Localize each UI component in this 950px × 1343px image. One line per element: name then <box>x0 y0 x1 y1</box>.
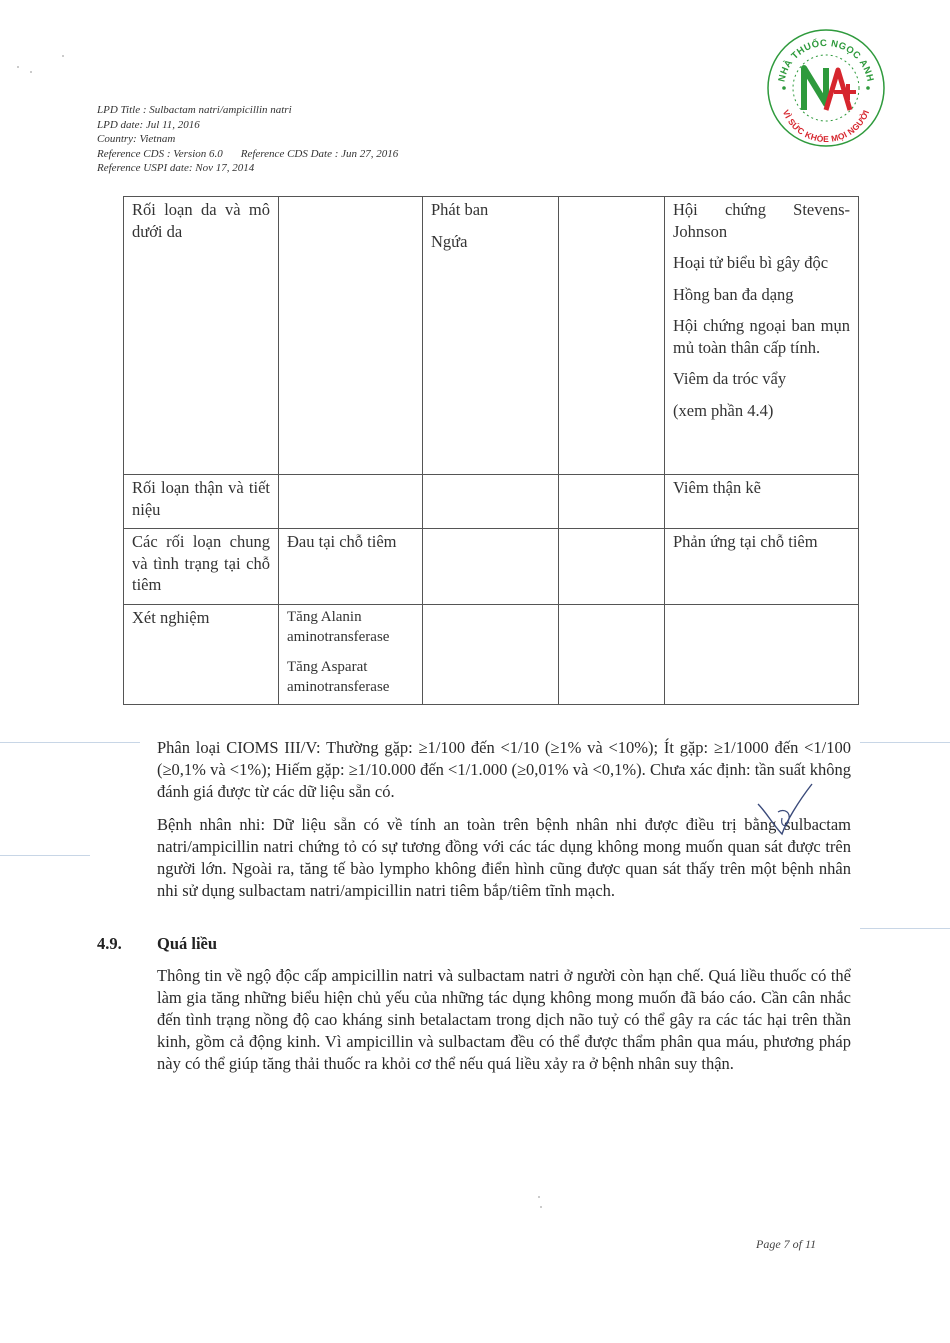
organ-class-cell: Rối loạn da và mô dưới da <box>124 197 279 475</box>
table-cell <box>279 605 423 705</box>
table-cell <box>423 605 559 705</box>
stamp-n-letter <box>804 68 826 110</box>
table-cell <box>423 529 559 605</box>
table-row <box>124 605 859 705</box>
effect-item: (xem phần 4.4) <box>673 400 774 420</box>
table-row <box>124 475 859 529</box>
effect-item: Đau tại chỗ tiêm <box>287 532 397 551</box>
table-cell <box>559 529 665 605</box>
reference-cds-date: Reference CDS Date : Jun 27, 2016 <box>240 147 399 160</box>
table-cell <box>559 197 665 475</box>
section-number: 4.9. <box>97 934 122 953</box>
table-row <box>124 197 859 475</box>
table-row <box>124 529 859 605</box>
document-header <box>97 103 398 176</box>
scan-dot <box>62 55 64 57</box>
effect-item: Tăng Alanin aminotransferase <box>287 609 390 645</box>
effect-item: Hội chứng ngoại ban mụn mủ toàn thân cấp tính. <box>673 316 850 357</box>
pharmacy-stamp-logo <box>764 26 888 150</box>
organ-class-cell: Xét nghiệm <box>124 605 279 705</box>
scan-line <box>0 855 90 856</box>
handwritten-signature <box>752 782 822 842</box>
table-cell <box>665 475 859 529</box>
organ-class-cell: Rối loạn thận và tiết niệu <box>124 475 279 529</box>
table-cell <box>665 529 859 605</box>
table-cell <box>559 475 665 529</box>
page-number: Page 7 of 11 <box>756 1237 817 1251</box>
section-title: Quá liều <box>157 934 218 953</box>
overdose-paragraph: Thông tin về ngộ độc cấp ampicillin natri và sulbactam natri ở người còn hạn chế. Quá liều thuốc có thể làm gia tăng những biểu hiện chủ yếu của những tác dụng không mong muốn đã báo cáo. Cần cân nhắc đến tình trạng nồng độ cao kháng sinh betalactam trong dịch não tuỷ có thể gây ra các tác hại trên thần kinh, gồm cả động kinh. Vì ampicillin và sulbactam đều có thể được thẩm phân qua máu, phương pháp này có thể giúp tăng thải thuốc ra khỏi cơ thể nếu quá liều xảy ra ở bệnh nhân suy thận. <box>157 966 851 1073</box>
scan-line <box>860 742 950 743</box>
table-cell <box>665 605 859 705</box>
effect-item: Viêm da tróc vẩy <box>673 369 787 388</box>
table-cell <box>559 605 665 705</box>
table-cell <box>665 197 859 475</box>
effect-item: Hồng ban đa dạng <box>673 284 794 304</box>
stamp-bottom-text: VÌ SỨC KHỎE MỌI NGƯỜI <box>780 108 872 145</box>
reference-uspi-date: Reference USPI date: Nov 17, 2014 <box>97 162 255 175</box>
lpd-date: LPD date: Jul 11, 2016 <box>97 118 200 131</box>
country: Country: Vietnam <box>97 133 176 146</box>
stamp-top-text: NHÀ THUỐC NGỌC ANH <box>776 37 876 83</box>
reference-cds: Reference CDS : Version 6.0 <box>97 147 223 160</box>
effect-item: Phản ứng tại chỗ tiêm <box>673 532 818 551</box>
adverse-effects-table <box>123 196 859 705</box>
scan-dot <box>540 1206 542 1208</box>
cioms-classification-paragraph: Phân loại CIOMS III/V: Thường gặp: ≥1/100 đến <1/10 (≥1% và <10%); Ít gặp: ≥1/1000 đến <1/100 (≥0,1% và <1%); Hiếm gặp: ≥1/10.000 đến <1/1.000 (≥0,01% và <0,1%). Chưa xác định: tần suất không đánh giá được từ các dữ liệu sẵn có. <box>157 738 851 801</box>
table-cell <box>279 475 423 529</box>
effect-item: Hội chứng Stevens-Johnson <box>673 200 850 241</box>
svg-text:VÌ SỨC KHỎE MỌI NGƯỜI <box>781 108 872 144</box>
scan-dot <box>538 1196 540 1198</box>
scan-line <box>860 928 950 929</box>
table-cell <box>423 475 559 529</box>
effect-item: Hoại tử biểu bì gây độc <box>673 253 829 272</box>
effect-item: Tăng Asparat aminotransferase <box>287 659 390 695</box>
scan-dot <box>17 66 19 68</box>
pediatric-patients-paragraph: Bệnh nhân nhi: Dữ liệu sẵn có về tính an toàn trên bệnh nhân nhi được điều trị bằng sulbactam natri/ampicillin natri chứng tỏ có sự tương đồng với các tác dụng không mong muốn quan sát được trên người lớn. Ngoài ra, tăng tế bào lympho không điển hình cũng được quan sát thấy trên một bệnh nhân nhi sử dụng sulbactam natri/ampicillin natri tiêm bắp/tiêm tĩnh mạch. <box>157 815 851 900</box>
effect-item: Phát ban <box>431 200 489 219</box>
reference-cds-line <box>97 147 398 162</box>
scan-dot <box>30 71 32 73</box>
scan-line <box>0 742 140 743</box>
table-cell <box>279 197 423 475</box>
effect-item: Viêm thận kẽ <box>673 478 761 497</box>
effect-item: Ngứa <box>431 231 468 251</box>
table-cell <box>279 529 423 605</box>
table-cell <box>423 197 559 475</box>
organ-class-cell: Các rối loạn chung và tình trạng tại chỗ tiêm <box>124 529 279 605</box>
section-heading-overdose <box>97 934 857 954</box>
lpd-title: LPD Title : Sulbactam natri/ampicillin natri <box>97 104 292 116</box>
